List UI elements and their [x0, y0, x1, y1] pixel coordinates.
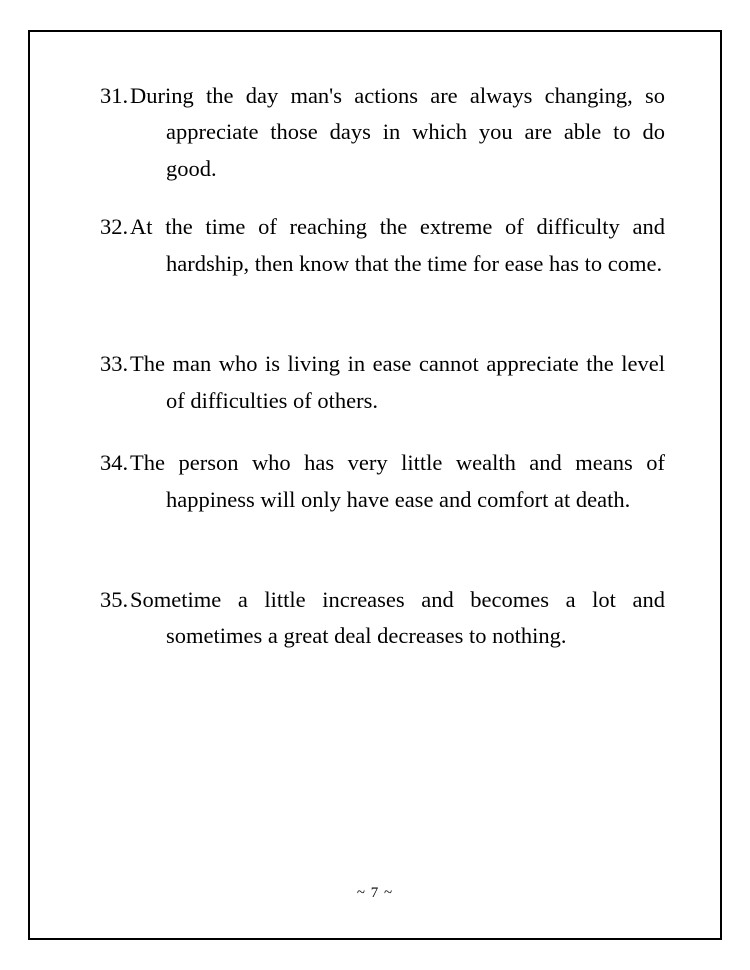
- page-content: [100, 78, 665, 655]
- list-item: [100, 582, 665, 655]
- paragraph-gap: [100, 518, 665, 582]
- paragraph-gap: [100, 419, 665, 445]
- item-number: 31.: [100, 83, 129, 108]
- item-number: 32.: [100, 214, 129, 240]
- list-item: [100, 209, 665, 282]
- paragraph-gap: [100, 282, 665, 346]
- item-number: 35.: [100, 586, 129, 612]
- item-number: 33.: [100, 351, 129, 377]
- item-text: At the time of reaching the extreme of difficulty and hardship, then know that the time for ease has to come.: [130, 214, 665, 276]
- item-text: Sometime a little increases and becomes a lot and sometimes a great deal decreases to nothing.: [130, 586, 665, 649]
- list-item: [100, 346, 665, 419]
- item-text: The man who is living in ease cannot appreciate the level of difficulties of others.: [130, 351, 665, 413]
- item-text: The person who has very little wealth and means of happiness will only have ease and comfort at death.: [130, 450, 665, 512]
- item-text: During the day man's actions are always changing, so appreciate those days in which you are able to do good.: [130, 83, 665, 181]
- page-number: ~ 7 ~: [356, 885, 394, 901]
- item-number: 34.: [100, 450, 129, 476]
- list-item: [100, 445, 665, 518]
- list-item: [100, 78, 665, 187]
- paragraph-gap: [100, 187, 665, 209]
